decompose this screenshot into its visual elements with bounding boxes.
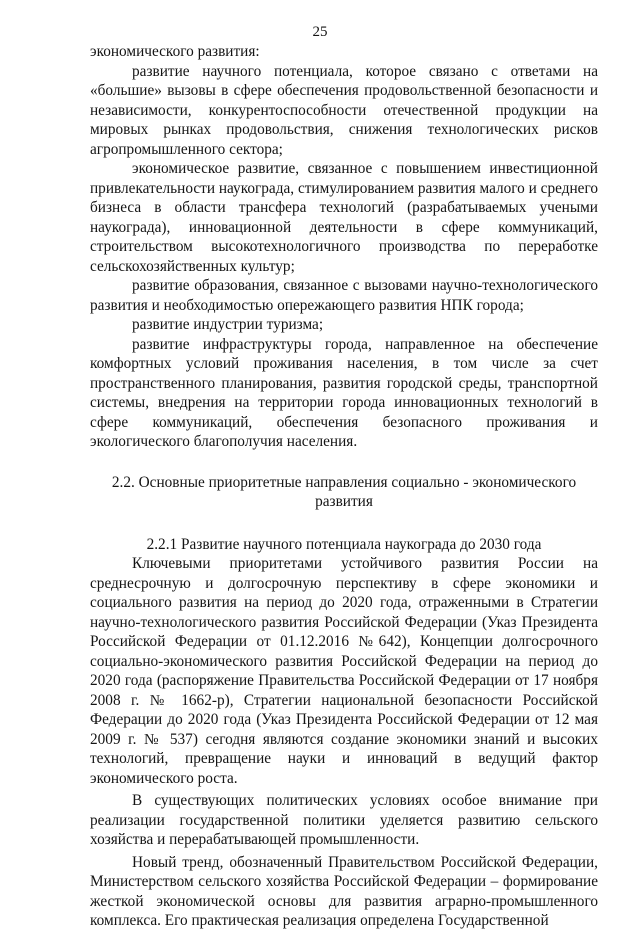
paragraph: В существующих политических условиях особое внимание при реализации государственной политики уделяется развитию сельского хозяйства и перерабатывающей промышленности. [90,792,598,848]
document-body [90,42,598,931]
paragraph: Новый тренд, обозначенный Правительством Российской Федерации, Министерством сельского хозяйства Российской Федерации – формирование жесткой экономической основы для развития аграрно-промышленного комплекса. Его практическая реализация определена Государственной [90,853,598,929]
paragraph: Ключевыми приоритетами устойчивого развития России на среднесрочную и долгосрочную перспективу в сфере экономики и социального развития на период до 2020 года, отраженными в Стратегии научно-технологического развития Российской Федерации (Указ Президента Российской Федерации от 01.12.2016 №642), Концепции долгосрочного социально-экономического развития Российской Федерации на период до 2020 года (распоряжение Правительства Российской Федерации от 17 ноября 2008 г. № 1662-р), Стратегии национальной безопасности Российской Федерации до 2020 года (Указ Президента Российской Федерации от 12 мая 2009 г. № 537) сегодня являются создание экономики знаний и высоких технологий, превращение науки и инноваций в ведущий фактор экономического роста. [90,555,598,787]
page-number: 25 [312,24,328,40]
section-heading: 2.2. Основные приоритетные направления социально - экономического развития [111,473,577,510]
list-item: развитие индустрии туризма; [132,316,324,333]
subsection-heading: 2.2.1 Развитие научного потенциала наукограда до 2030 года [146,535,542,553]
paragraph: экономического развития: [90,43,260,60]
list-item: развитие научного потенциала, которое связано с ответами на «большие» вызовы в сфере обеспечения продовольственной безопасности и независимости, конкурентоспособности отечественной продукции на мировых рынках продовольствия, снижения технологических рисков агропромышленного сектора; [90,62,598,158]
list-item: экономическое развитие, связанное с повышением инвестиционной привлекательности наукограда, стимулированием развития малого и среднего бизнеса в области трансфера технологий (разрабатываемых учеными наукограда), инновационной деятельности в сфере коммуникаций, строительством высокотехнологичного производства по переработке сельскохозяйственных культур; [90,160,598,275]
list-item: развитие инфраструктуры города, направленное на обеспечение комфортных условий проживания населения, в том числе за счет пространственного планирования, развития городской среды, транспортной системы, внедрения на территории города инновационных технологий в сфере коммуникаций, обеспечения безопасного проживания и экологического благополучия населения. [90,335,598,450]
list-item: развитие образования, связанное с вызовами научно-технологического развития и необходимостью опережающего развития НПК города; [90,277,598,314]
